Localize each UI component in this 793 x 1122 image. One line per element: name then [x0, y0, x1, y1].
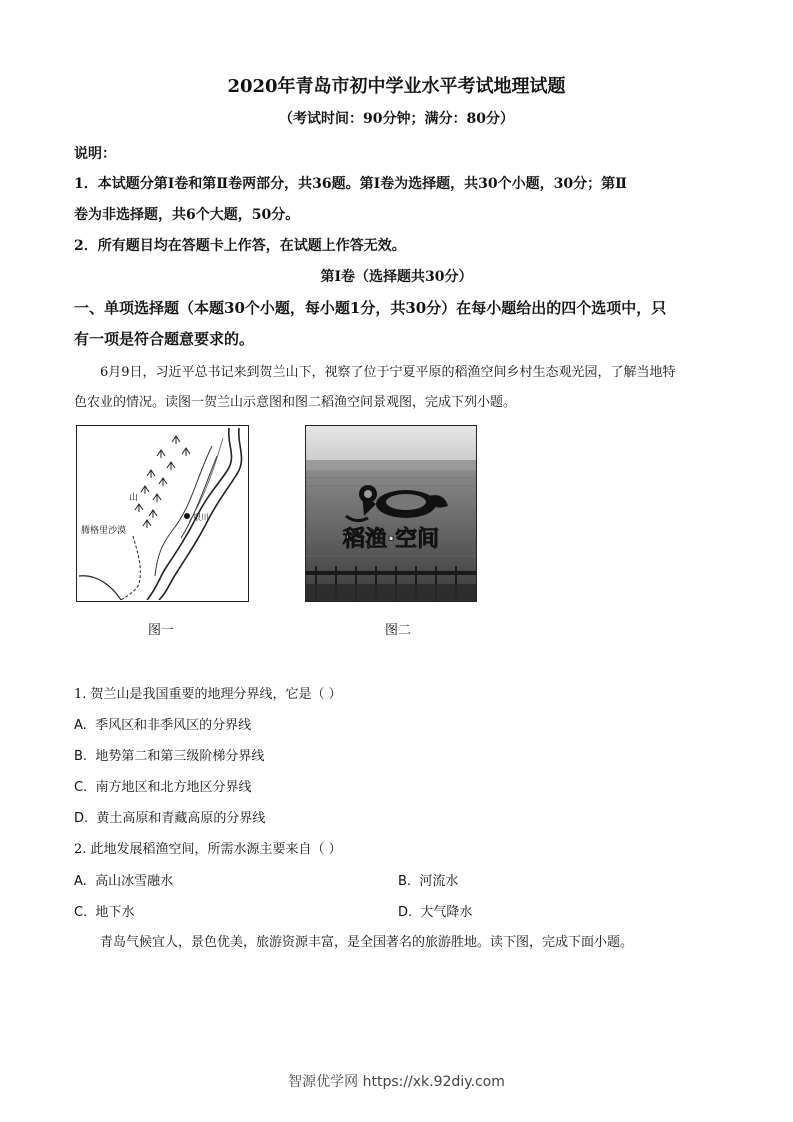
question-2-option-b[interactable]: B. 河流水 — [398, 874, 459, 889]
exam-info: （考试时间：90分钟；满分：80分） — [279, 111, 514, 127]
instruction-1-line-1: 1．本试题分第Ⅰ卷和第Ⅱ卷两部分，共36题。第Ⅰ卷为选择题，共30个小题，30分；第Ⅱ — [74, 176, 627, 192]
instruction-1-line-2: 卷为非选择题，共6个大题，50分。 — [74, 207, 300, 223]
question-1-stem: 1. 贺兰山是我国重要的地理分界线，它是（ ） — [74, 687, 342, 702]
question-2-stem: 2. 此地发展稻渔空间，所需水源主要来自（ ） — [74, 842, 342, 857]
figure-2-landscape-photo — [305, 425, 477, 602]
figure-1-caption: 图一 — [148, 623, 175, 638]
part-heading-line-2: 有一项是符合题意要求的。 — [74, 330, 255, 348]
landscape-photo-drawing — [306, 426, 476, 601]
part-heading-line-1: 一、单项选择题（本题30个小题，每小题1分，共30分）在每小题给出的四个选项中，只 — [74, 299, 667, 317]
section-title: 第Ⅰ卷（选择题共30分） — [320, 269, 473, 285]
instructions-heading: 说明： — [74, 146, 116, 162]
instruction-2: 2．所有题目均在答题卡上作答，在试题上作答无效。 — [74, 238, 406, 254]
figure-2-caption: 图二 — [385, 623, 412, 638]
question-1-option-d[interactable]: D. 黄土高原和青藏高原的分界线 — [74, 811, 266, 826]
question-2-option-c[interactable]: C. 地下水 — [74, 905, 135, 920]
passage-2: 青岛气候宜人，景色优美，旅游资源丰富，是全国著名的旅游胜地。读下图，完成下面小题。 — [100, 935, 634, 950]
helan-map-drawing — [77, 426, 247, 600]
question-2-option-a[interactable]: A. 高山冰雪融水 — [74, 874, 174, 889]
page-title: 2020年青岛市初中学业水平考试地理试题 — [227, 76, 566, 97]
mountain-label: 山 — [129, 493, 139, 503]
figure-1-helan-map — [76, 425, 249, 602]
question-1-option-b[interactable]: B. 地势第二和第三级阶梯分界线 — [74, 749, 265, 764]
footer-watermark: 智源优学网 https://xk.92diy.com — [288, 1074, 505, 1090]
question-2-option-d[interactable]: D. 大气降水 — [398, 905, 473, 920]
desert-label: 腾格里沙漠 — [81, 526, 127, 536]
city-label: 银川 — [193, 513, 209, 522]
question-1-option-a[interactable]: A. 季风区和非季风区的分界线 — [74, 718, 252, 733]
question-1-option-c[interactable]: C. 南方地区和北方地区分界线 — [74, 780, 252, 795]
passage-1-line-2: 色农业的情况。读图一贺兰山示意图和图二稻渔空间景观图，完成下列小题。 — [74, 395, 517, 410]
field-text: 稻渔·空间 — [342, 527, 440, 552]
passage-1-line-1: 6月9日，习近平总书记来到贺兰山下，视察了位于宁夏平原的稻渔空间乡村生态观光园，了解当地特 — [100, 365, 676, 380]
